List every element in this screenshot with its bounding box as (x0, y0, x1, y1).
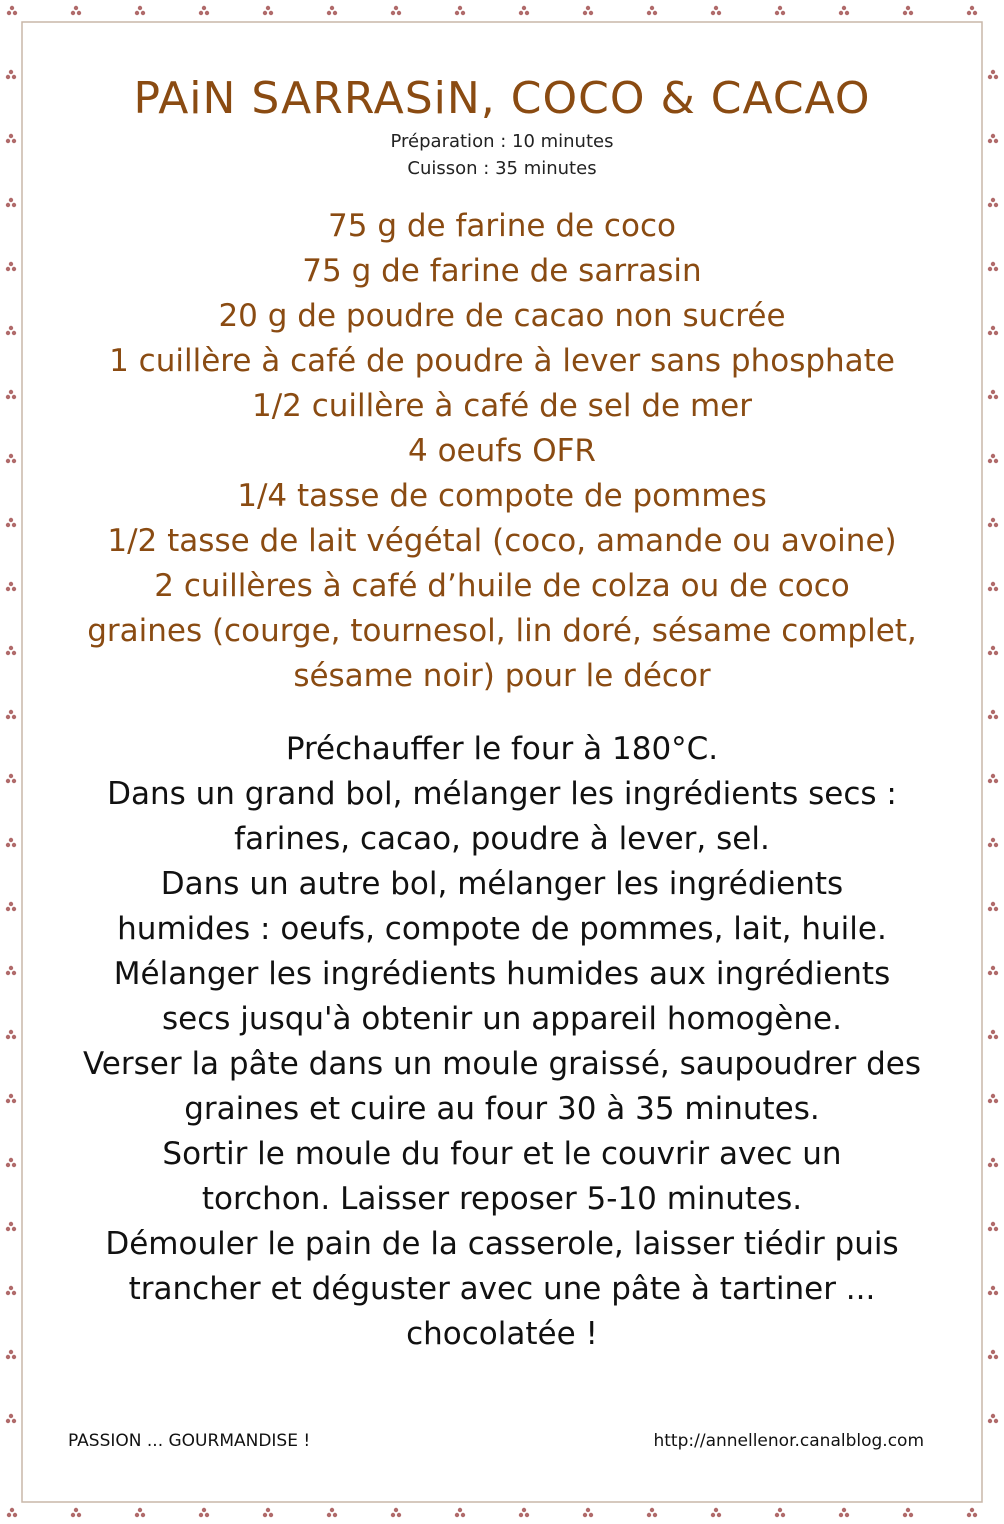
border-dot-ornament (988, 198, 998, 207)
border-dot-ornament (6, 1414, 16, 1423)
border-dot-ornament (6, 710, 16, 719)
border-dot-ornament (6, 1030, 16, 1039)
border-dot-ornament (6, 902, 16, 911)
border-dot-ornament (988, 454, 998, 463)
border-dot-ornament (988, 1158, 998, 1167)
border-dot-ornament (839, 1508, 849, 1517)
border-dot-ornament (988, 774, 998, 783)
border-dot-ornament (135, 6, 145, 15)
border-dot-ornament (6, 1350, 16, 1359)
footer-tagline: PASSION ... GOURMANDISE ! (68, 1431, 311, 1451)
border-dot-ornament (391, 6, 401, 15)
border-dot-ornament (988, 134, 998, 143)
border-dot-ornament (583, 6, 593, 15)
border-dot-ornament (199, 6, 209, 15)
preparation-time: Préparation : 10 minutes (390, 131, 614, 152)
border-dot-ornament (988, 1350, 998, 1359)
border-dot-ornament (327, 6, 337, 15)
border-dot-ornament (6, 390, 16, 399)
ingredient-line: 20 g de poudre de cacao non sucrée (218, 298, 786, 334)
instructions (40, 727, 964, 1357)
recipe-title: PAiN SARRASiN, COCO & CACAO (133, 73, 871, 124)
instruction-line: torchon. Laisser reposer 5-10 minutes. (201, 1181, 803, 1217)
border-dot-ornament (988, 582, 998, 591)
border-dot-ornament (988, 1094, 998, 1103)
border-dot-ornament (455, 6, 465, 15)
ingredient-line: 2 cuillères à café d’huile de colza ou de coco (154, 568, 850, 604)
border-dot-ornament (6, 838, 16, 847)
border-dot-ornament (71, 6, 81, 15)
border-dot-ornament (6, 1158, 16, 1167)
border-dot-ornament (988, 710, 998, 719)
border-dot-ornament (583, 1508, 593, 1517)
ingredient-line: 4 oeufs OFR (408, 433, 596, 469)
ingredients-list (40, 204, 964, 699)
border-dot-ornament (988, 838, 998, 847)
border-dot-ornament (967, 6, 977, 15)
instruction-line: Mélanger les ingrédients humides aux ingrédients (113, 956, 891, 992)
border-dot-ornament (6, 1286, 16, 1295)
instruction-line: Verser la pâte dans un moule graissé, saupoudrer des (83, 1046, 921, 1082)
instruction-line: farines, cacao, poudre à lever, sel. (234, 821, 770, 857)
border-dot-ornament (647, 6, 657, 15)
ingredient-line: 1/2 tasse de lait végétal (coco, amande ou avoine) (107, 523, 897, 559)
border-dot-ornament (988, 646, 998, 655)
border-dot-ornament (6, 966, 16, 975)
recipe-card (40, 70, 964, 1357)
border-dot-ornament (647, 1508, 657, 1517)
border-dot-ornament (775, 1508, 785, 1517)
border-dot-ornament (455, 1508, 465, 1517)
border-dot-ornament (391, 1508, 401, 1517)
border-dot-ornament (519, 1508, 529, 1517)
border-dot-ornament (6, 1094, 16, 1103)
border-dot-ornament (988, 326, 998, 335)
instruction-line: chocolatée ! (406, 1316, 598, 1352)
border-dot-ornament (903, 6, 913, 15)
footer-blog-url[interactable]: http://annellenor.canalblog.com (653, 1431, 924, 1451)
border-dot-ornament (263, 1508, 273, 1517)
ingredient-line: 75 g de farine de sarrasin (302, 253, 702, 289)
border-dot-ornament (6, 646, 16, 655)
border-dot-ornament (988, 1414, 998, 1423)
ingredient-line: 75 g de farine de coco (328, 208, 676, 244)
border-dot-ornament (6, 774, 16, 783)
ingredient-line: 1 cuillère à café de poudre à lever sans phosphate (109, 343, 895, 379)
border-dot-ornament (7, 6, 17, 15)
border-dot-ornament (988, 966, 998, 975)
instruction-line: Démouler le pain de la casserole, laisser tiédir puis (105, 1226, 899, 1262)
border-dot-ornament (988, 1030, 998, 1039)
instruction-line: Dans un grand bol, mélanger les ingrédients secs : (107, 776, 897, 812)
border-dot-ornament (71, 1508, 81, 1517)
border-dot-ornament (6, 198, 16, 207)
border-dot-ornament (988, 902, 998, 911)
border-dot-ornament (327, 1508, 337, 1517)
border-dot-ornament (775, 6, 785, 15)
border-dot-ornament (988, 1222, 998, 1231)
ingredient-line: 1/4 tasse de compote de pommes (237, 478, 767, 514)
border-dot-ornament (6, 518, 16, 527)
border-dot-ornament (6, 262, 16, 271)
border-dot-ornament (6, 1222, 16, 1231)
cooking-time: Cuisson : 35 minutes (407, 158, 597, 179)
border-dot-ornament (6, 70, 16, 79)
instruction-line: humides : oeufs, compote de pommes, lait, huile. (117, 911, 887, 947)
border-dot-ornament (7, 1508, 17, 1517)
border-dot-ornament (711, 6, 721, 15)
instruction-line: Sortir le moule du four et le couvrir avec un (162, 1136, 842, 1172)
border-dot-ornament (199, 1508, 209, 1517)
ingredient-line: sésame noir) pour le décor (293, 658, 711, 694)
ingredient-line: graines (courge, tournesol, lin doré, sésame complet, (87, 613, 917, 649)
border-dot-ornament (519, 6, 529, 15)
instruction-line: graines et cuire au four 30 à 35 minutes. (184, 1091, 820, 1127)
instruction-line: Préchauffer le four à 180°C. (285, 731, 719, 767)
border-dot-ornament (903, 1508, 913, 1517)
border-dot-ornament (711, 1508, 721, 1517)
border-dot-ornament (988, 1286, 998, 1295)
ingredient-line: 1/2 cuillère à café de sel de mer (252, 388, 752, 424)
border-dot-ornament (839, 6, 849, 15)
border-dot-ornament (6, 326, 16, 335)
border-dot-ornament (6, 582, 16, 591)
border-dot-ornament (263, 6, 273, 15)
border-dot-ornament (988, 518, 998, 527)
instruction-line: secs jusqu'à obtenir un appareil homogène. (162, 1001, 842, 1037)
border-dot-ornament (135, 1508, 145, 1517)
instruction-line: trancher et déguster avec une pâte à tartiner ... (128, 1271, 876, 1307)
border-dot-ornament (967, 1508, 977, 1517)
border-dot-ornament (988, 262, 998, 271)
border-dot-ornament (6, 454, 16, 463)
border-dot-ornament (988, 70, 998, 79)
border-dot-ornament (988, 390, 998, 399)
instruction-line: Dans un autre bol, mélanger les ingrédients (160, 866, 844, 902)
border-dot-ornament (6, 134, 16, 143)
